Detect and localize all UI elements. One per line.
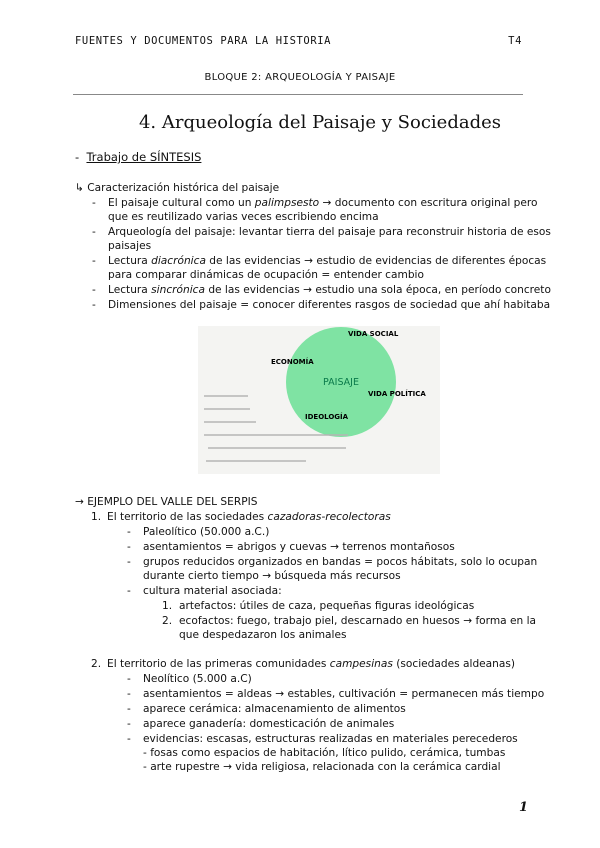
course-title: FUENTES Y DOCUMENTOS PARA LA HISTORIA <box>75 35 332 47</box>
bullet-dash: - <box>127 585 131 597</box>
sub-evidence: evidencias: escasas, estructuras realizadas en materiales perecederos <box>143 733 518 745</box>
diagram-center-label: PAISAJE <box>323 377 359 388</box>
sub-ecofacts-cont: que despedazaron los animales <box>179 629 347 641</box>
bullet-dash: - <box>92 197 96 209</box>
bullet-dash: - <box>127 541 131 553</box>
sub-villages: asentamientos = aldeas → estables, cultivación = permanecen más tiempo <box>143 688 545 700</box>
page-title: 4. Arqueología del Paisaje y Sociedades <box>138 112 501 133</box>
bullet-diachronic-cont: para comparar dinámicas de ocupación = entender cambio <box>108 269 424 281</box>
bullet-palimpsest-cont: que es reutilizado varias veces escribiendo encima <box>108 211 379 223</box>
sub-livestock: aparece ganadería: domesticación de animales <box>143 718 395 730</box>
item-farming-communities: El territorio de las primeras comunidades campesinas (sociedades aldeanas) <box>107 658 516 670</box>
bullet-dash: - <box>127 556 131 568</box>
bullet-dash: - <box>92 255 96 267</box>
bullet-dash: - <box>92 299 96 311</box>
sub-groups-cont: durante cierto tiempo → búsqueda más recursos <box>143 570 401 582</box>
sub-ceramics: aparece cerámica: almacenamiento de alimentos <box>143 703 406 715</box>
section-heading: ↳ Caracterización histórica del paisaje <box>75 182 280 194</box>
bullet-dash: - <box>127 733 131 745</box>
bullet-synchronic: Lectura sincrónica de las evidencias → estudio una sola época, en período concreto <box>108 284 551 296</box>
landscape-diagram <box>198 326 440 474</box>
bullet-dash: - <box>127 688 131 700</box>
diagram-label-ideology: IDEOLOGÍA <box>305 413 349 421</box>
header-divider <box>73 94 523 95</box>
sub-evidence-rock-art: - arte rupestre → vida religiosa, relacionada con la cerámica cardial <box>143 761 501 773</box>
bullet-dash: - <box>127 703 131 715</box>
list-number: 2. <box>91 658 102 670</box>
bullet-dash: - <box>92 284 96 296</box>
bullet-dash: - <box>127 526 131 538</box>
sub-ecofacts: ecofactos: fuego, trabajo piel, descarnado en huesos → forma en la <box>179 615 537 627</box>
bullet-archaeology: Arqueología del paisaje: levantar tierra del paisaje para reconstruir historia de esos <box>108 226 551 238</box>
sub-material-culture: cultura material asociada: <box>143 585 282 597</box>
block-title: BLOQUE 2: ARQUEOLOGÍA Y PAISAJE <box>204 72 396 83</box>
sub-artifacts: artefactos: útiles de caza, pequeñas figuras ideológicas <box>179 600 475 612</box>
diagram-label-social: VIDA SOCIAL <box>348 330 399 338</box>
synthesis-line <box>75 150 201 164</box>
bullet-dash: - <box>127 718 131 730</box>
example-heading: → EJEMPLO DEL VALLE DEL SERPIS <box>75 496 258 508</box>
sub-evidence-pits: - fosas como espacios de habitación, lítico pulido, cerámica, tumbas <box>143 747 506 759</box>
list-number: 2. <box>162 615 173 627</box>
list-number: 1. <box>162 600 173 612</box>
bullet-dash: - <box>127 673 131 685</box>
diagram-label-politics: VIDA POLÍTICA <box>368 390 426 398</box>
sub-neolithic: Neolítico (5.000 a.C) <box>143 673 252 685</box>
topic-code: T4 <box>508 35 522 47</box>
sub-paleolithic: Paleolítico (50.000 a.C.) <box>143 526 270 538</box>
diagram-label-economy: ECONOMÍA <box>271 358 314 366</box>
bullet-palimpsest: El paisaje cultural como un palimpsesto → documento con escritura original pero <box>108 197 538 209</box>
bullet-archaeology-cont: paisajes <box>108 240 152 252</box>
bullet-diachronic: Lectura diacrónica de las evidencias → estudio de evidencias de diferentes épocas <box>108 255 547 267</box>
bullet-dimensions: Dimensiones del paisaje = conocer diferentes rasgos de sociedad que ahí habitaba <box>108 299 551 311</box>
sub-settlements: asentamientos = abrigos y cuevas → terrenos montañosos <box>143 541 455 553</box>
item-hunter-gatherers: El territorio de las sociedades cazadoras-recolectoras <box>107 511 391 523</box>
sub-groups: grupos reducidos organizados en bandas = pocos hábitats, solo lo ocupan <box>143 556 538 568</box>
synthesis-label: Trabajo de SÍNTESIS <box>86 150 202 164</box>
list-number: 1. <box>91 511 102 523</box>
synthesis-dash: - <box>75 150 80 164</box>
page-number: 1 <box>519 800 529 815</box>
running-header <box>75 35 522 49</box>
bullet-dash: - <box>92 226 96 238</box>
